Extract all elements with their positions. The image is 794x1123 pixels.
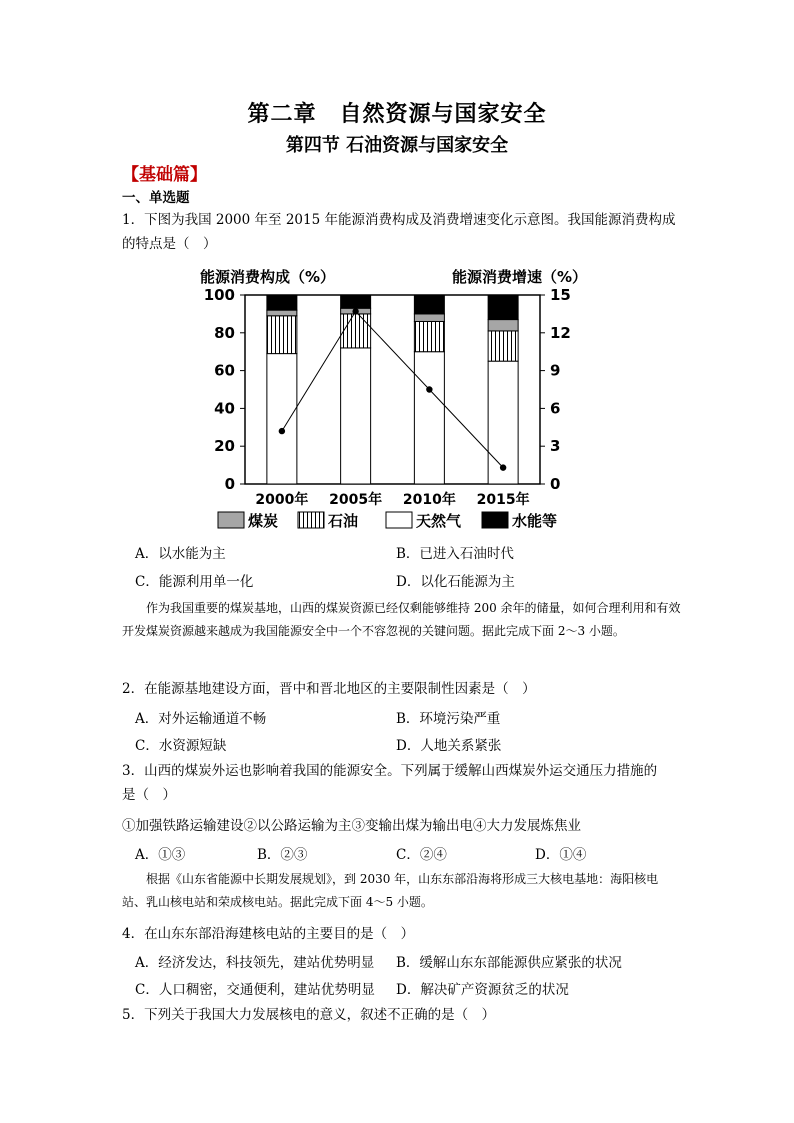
q2-stem: 2．在能源基地建设方面，晋中和晋北地区的主要限制性因素是（ ） xyxy=(122,681,536,697)
legend-swatch xyxy=(218,512,244,528)
q4-option-c[interactable]: C．人口稠密，交通便利，建站优势明显 xyxy=(135,982,375,998)
q1-stem xyxy=(122,208,682,256)
legend-label: 石油 xyxy=(328,512,359,530)
q4-option-a[interactable]: A．经济发达，科技领先，建站优势明显 xyxy=(135,955,375,971)
right-tick-label: 12 xyxy=(550,323,571,342)
left-tick-label: 0 xyxy=(224,475,235,493)
bar-segment xyxy=(414,321,444,351)
bar-segment xyxy=(341,295,371,308)
x-tick-label: 2005年 xyxy=(329,492,383,508)
q3-option-b[interactable]: B．②③ xyxy=(257,847,308,863)
legend-swatch xyxy=(298,512,324,528)
bar-segment xyxy=(267,354,297,484)
q2-option-d[interactable]: D．人地关系紧张 xyxy=(396,738,502,754)
q4-stem: 4．在山东东部沿海建核电站的主要目的是（ ） xyxy=(122,926,415,942)
bar-segment xyxy=(414,314,444,322)
q3-stem xyxy=(122,759,682,807)
legend-label: 煤炭 xyxy=(248,512,279,530)
energy-chart xyxy=(190,258,610,538)
right-tick-label: 15 xyxy=(550,286,571,304)
chapter-title: 第二章 自然资源与国家安全 xyxy=(247,101,547,127)
q1-option-b[interactable]: B．已进入石油时代 xyxy=(396,546,514,562)
x-tick-label: 2015年 xyxy=(476,492,530,508)
x-tick-label: 2010年 xyxy=(402,492,456,508)
q3-stem-line2: 是（ ） xyxy=(122,787,176,803)
q1-option-d[interactable]: D．以化石能源为主 xyxy=(396,574,515,590)
bar-segment xyxy=(414,352,444,484)
bar-segment xyxy=(267,310,297,316)
q1-stem-line1: 1．下图为我国 2000 年至 2015 年能源消费构成及消费增速变化示意图。我国能源消费构成 xyxy=(122,212,676,228)
q1-option-c[interactable]: C．能源利用单一化 xyxy=(135,574,254,590)
section-title: 第四节 石油资源与国家安全 xyxy=(285,135,509,156)
q2-option-b[interactable]: B．环境污染严重 xyxy=(396,711,501,727)
chart-title-left: 能源消费构成（%） xyxy=(200,268,336,286)
q1-option-a[interactable]: A．以水能为主 xyxy=(135,546,226,562)
left-tick-label: 100 xyxy=(203,286,235,304)
growth-point xyxy=(279,428,285,434)
left-tick-label: 80 xyxy=(214,323,235,342)
left-tick-label: 40 xyxy=(214,399,235,418)
bar-segment xyxy=(488,320,518,331)
passage-2: 根据《山东省能源中长期发展规划》，到 2030 年，山东东部沿海将形成三大核电基地：海阳核电站、乳山核电站和荣成核电站。据此完成下面 4～5 小题。 xyxy=(122,872,659,909)
left-tick-label: 20 xyxy=(214,437,235,456)
growth-point xyxy=(500,464,506,470)
q2-option-a[interactable]: A．对外运输通道不畅 xyxy=(135,711,267,727)
bar-segment xyxy=(267,295,297,310)
q1-stem-line2: 的特点是（ ） xyxy=(122,236,217,252)
bar-segment xyxy=(414,295,444,314)
passage-1: 作为我国重要的煤炭基地，山西的煤炭资源已经仅剩能够维持 200 余年的储量，如何合理利用和有效开发煤炭资源越来越成为我国能源安全中一个不容忽视的关键问题。据此完成下面 2～3 小题。 xyxy=(122,601,681,638)
bar-segment xyxy=(488,331,518,361)
growth-point xyxy=(352,308,358,314)
growth-point xyxy=(426,386,432,392)
bar-segment xyxy=(267,316,297,354)
bar-segment xyxy=(488,295,518,320)
bar-segment xyxy=(341,348,371,484)
q4-option-b[interactable]: B．缓解山东东部能源供应紧张的状况 xyxy=(396,955,622,971)
q3-stem-line1: 3．山西的煤炭外运也影响着我国的能源安全。下列属于缓解山西煤炭外运交通压力措施的 xyxy=(122,763,658,779)
left-tick-label: 60 xyxy=(214,361,235,380)
growth-line xyxy=(282,311,503,467)
right-tick-label: 0 xyxy=(550,475,561,493)
part-label: 【基础篇】 xyxy=(122,165,207,185)
q3-option-d[interactable]: D．①④ xyxy=(535,847,587,863)
right-tick-label: 6 xyxy=(550,399,561,418)
q3-option-a[interactable]: A．①③ xyxy=(135,847,186,863)
q3-option-c[interactable]: C．②④ xyxy=(396,847,447,863)
bar-segment xyxy=(341,314,371,348)
q2-option-c[interactable]: C．水资源短缺 xyxy=(135,738,227,754)
q4-option-d[interactable]: D．解决矿产资源贫乏的状况 xyxy=(396,982,569,998)
group-heading: 一、单选题 xyxy=(122,190,190,206)
legend-label: 天然气 xyxy=(416,512,462,530)
x-tick-label: 2000年 xyxy=(255,492,309,508)
legend-swatch xyxy=(386,512,412,528)
q3-items: ①加强铁路运输建设②以公路运输为主③变输出煤为输出电④大力发展炼焦业 xyxy=(122,818,581,834)
right-tick-label: 3 xyxy=(550,437,561,456)
q5-stem: 5．下列关于我国大力发展核电的意义，叙述不正确的是（ ） xyxy=(122,1007,496,1023)
chart-title-right: 能源消费增速（%） xyxy=(452,268,588,286)
legend-swatch xyxy=(482,512,508,528)
legend-label: 水能等 xyxy=(512,512,558,530)
right-tick-label: 9 xyxy=(550,361,561,380)
